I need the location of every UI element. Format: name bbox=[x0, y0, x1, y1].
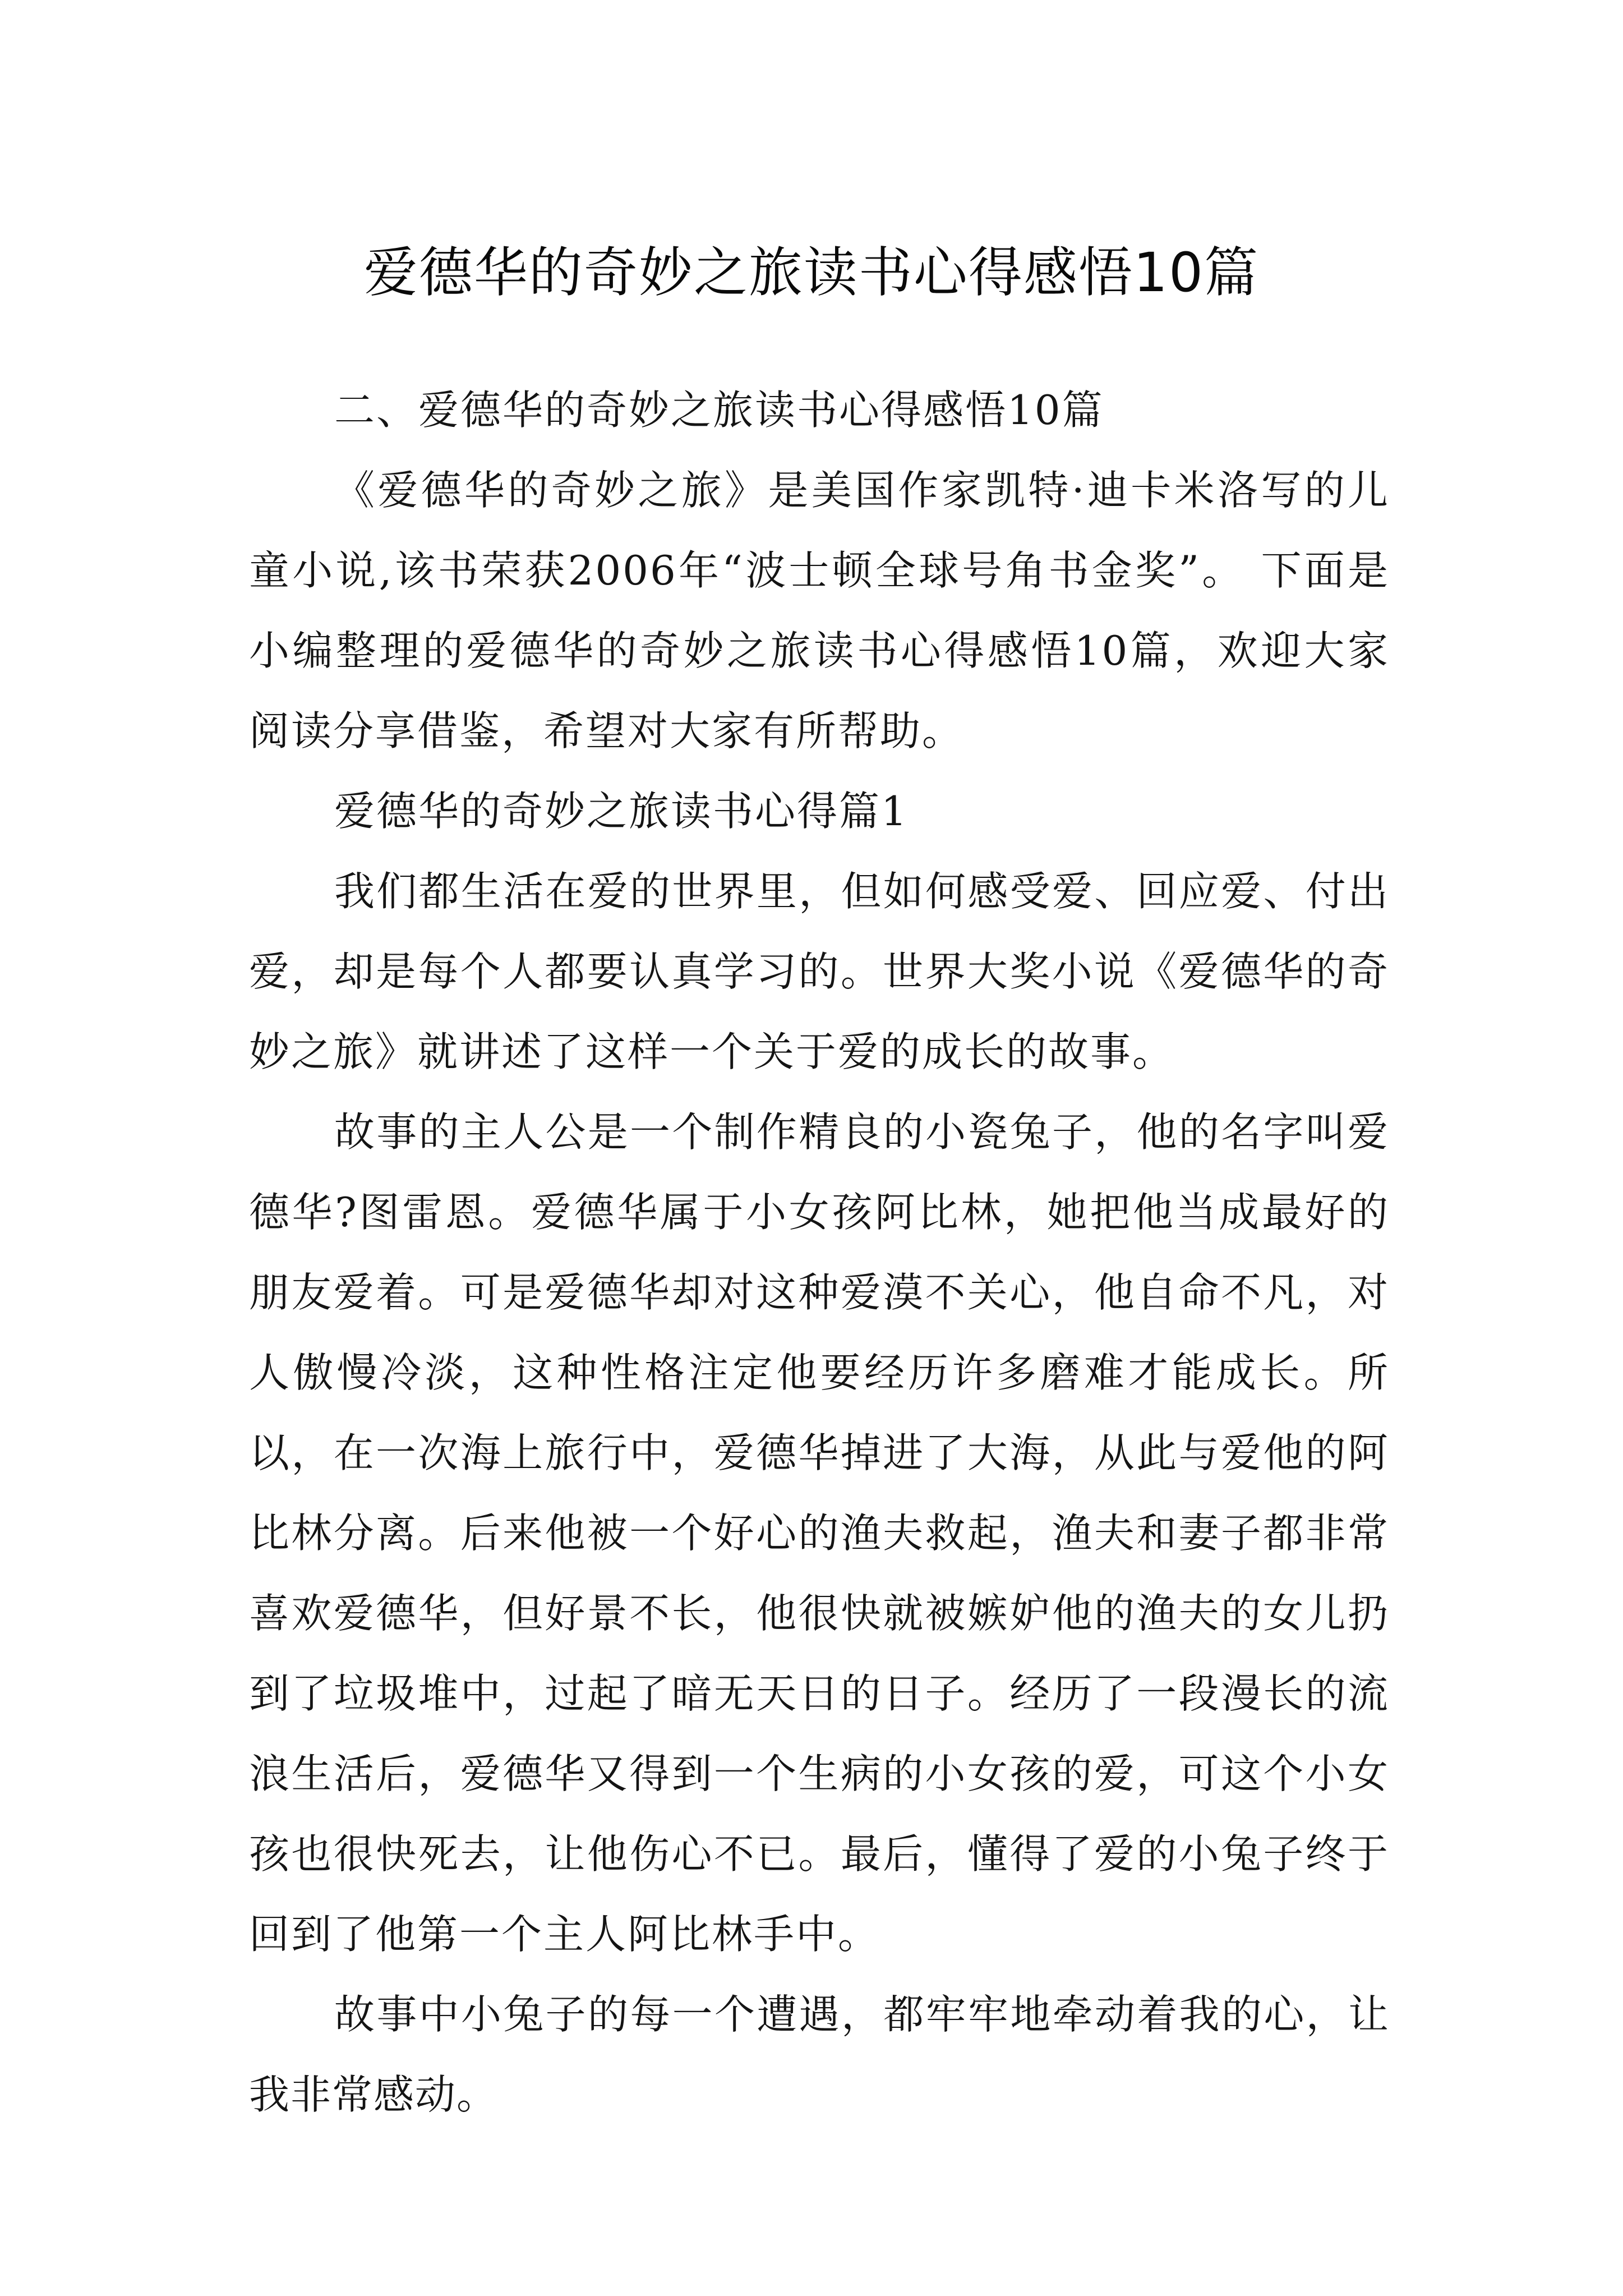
paragraph-section-heading: 二、爱德华的奇妙之旅读书心得感悟10篇 bbox=[334, 386, 1104, 434]
document-body bbox=[249, 370, 1390, 2135]
paragraph-essay-heading: 爱德华的奇妙之旅读书心得篇1 bbox=[334, 788, 909, 835]
paragraph-intro: 《爱德华的奇妙之旅》是美国作家凯特·迪卡米洛写的儿童小说,该书荣获2006年“波士顿全球号角书金奖”。 下面是小编整理的爱德华的奇妙之旅读书心得感悟10篇，欢迎大家阅读分享借鉴，希望对大家有所帮助。 bbox=[249, 467, 1390, 754]
document-title: 爱德华的奇妙之旅读书心得感悟10篇 bbox=[363, 241, 1260, 305]
paragraph-body: 故事的主人公是一个制作精良的小瓷兔子，他的名字叫爱德华?图雷恩。爱德华属于小女孩阿比林，她把他当成最好的朋友爱着。可是爱德华却对这种爱漠不关心，他自命不凡，对人傲慢冷淡，这种性格注定他要经历许多磨难才能成长。所以，在一次海上旅行中，爱德华掉进了大海，从此与爱他的阿比林分离。后来他被一个好心的渔夫救起，渔夫和妻子都非常喜欢爱德华，但好景不长，他很快就被嫉妒他的渔夫的女儿扔到了垃圾堆中，过起了暗无天日的日子。经历了一段漫长的流浪生活后，爱德华又得到一个生病的小女孩的爱，可这个小女孩也很快死去，让他伤心不已。最后，懂得了爱的小兔子终于回到了他第一个主人阿比林手中。 bbox=[249, 1108, 1390, 1958]
paragraph-body: 我们都生活在爱的世界里，但如何感受爱、回应爱、付出爱，却是每个人都要认真学习的。世界大奖小说《爱德华的奇妙之旅》就讲述了这样一个关于爱的成长的故事。 bbox=[249, 868, 1390, 1075]
paragraph-body: 故事中小兔子的每一个遭遇，都牢牢地牵动着我的心，让我非常感动。 bbox=[249, 1991, 1390, 2118]
